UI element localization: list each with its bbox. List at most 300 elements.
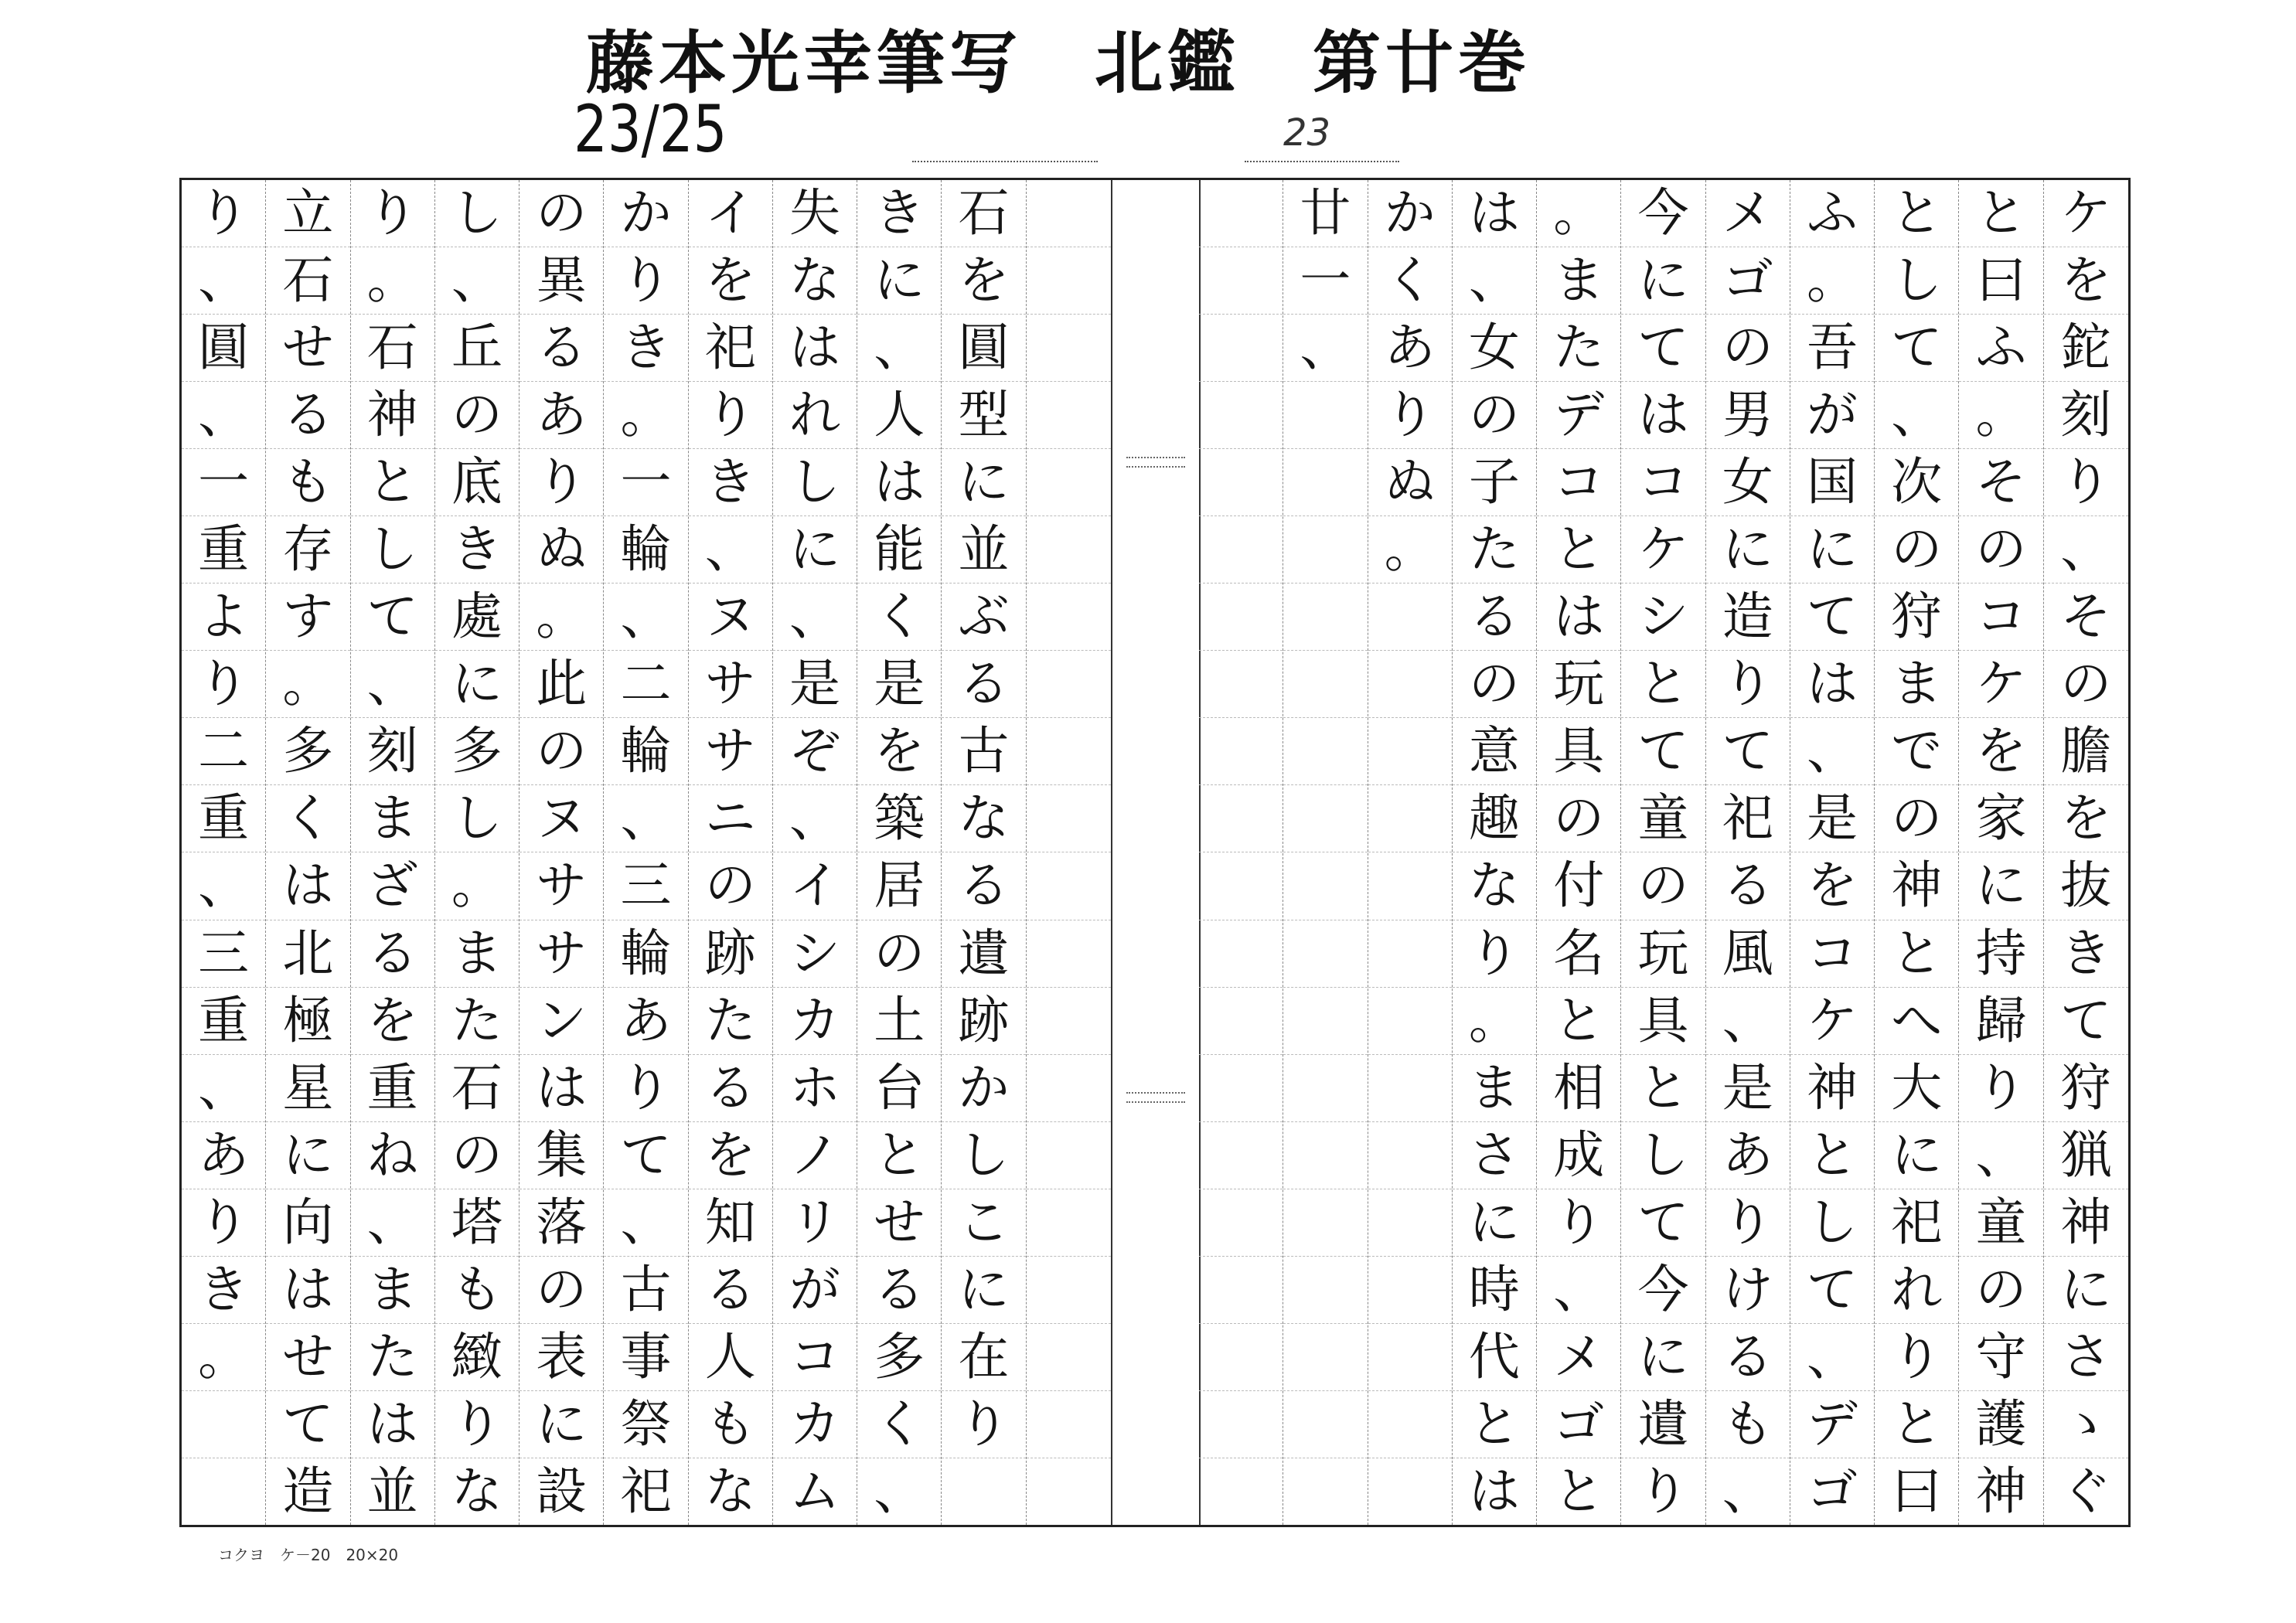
- manuscript-cell: 。: [1453, 988, 1536, 1055]
- manuscript-cell: 神: [1975, 1461, 2027, 1521]
- manuscript-cell: 。: [1368, 516, 1452, 584]
- manuscript-cell: あ: [1706, 1122, 1790, 1189]
- manuscript-cell: 意: [1453, 718, 1536, 785]
- manuscript-cell: 底: [435, 449, 519, 516]
- manuscript-cell: 極: [266, 988, 349, 1055]
- manuscript-cell: 風: [1706, 920, 1790, 988]
- manuscript-cell: [1368, 1122, 1452, 1189]
- manuscript-cell: ぬ: [1368, 449, 1452, 516]
- manuscript-cell: な: [1453, 852, 1536, 920]
- manuscript-cell: も: [689, 1391, 772, 1458]
- manuscript-cell: し: [1790, 1189, 1874, 1257]
- manuscript-cell: り: [1875, 1324, 1958, 1391]
- manuscript-cell: [1027, 920, 1111, 988]
- manuscript-cell: 狩: [2044, 1055, 2128, 1122]
- manuscript-cell: 。: [435, 852, 519, 920]
- manuscript-cell: メ: [1537, 1324, 1620, 1391]
- manuscript-cell: [1283, 988, 1367, 1055]
- manuscript-cell: 家: [1959, 785, 2042, 852]
- manuscript-column: [266, 180, 350, 1525]
- manuscript-cell: り: [2044, 449, 2128, 516]
- manuscript-cell: は: [266, 852, 349, 920]
- manuscript-cell: [1027, 1122, 1111, 1189]
- manuscript-cell: る: [942, 852, 1025, 920]
- manuscript-cell: [1368, 988, 1452, 1055]
- manuscript-cell: 猟: [2044, 1122, 2128, 1189]
- manuscript-cell: あ: [604, 988, 687, 1055]
- manuscript-cell: を: [689, 1122, 772, 1189]
- manuscript-cell: ヌ: [689, 584, 772, 651]
- manuscript-cell: 並: [366, 1461, 418, 1521]
- manuscript-cell: 石: [942, 180, 1025, 247]
- manuscript-cell: せ: [266, 1324, 349, 1391]
- manuscript-cell: り: [1959, 1055, 2042, 1122]
- manuscript-cell: 、: [689, 516, 772, 584]
- manuscript-cell: の: [857, 920, 941, 988]
- manuscript-cell: る: [942, 651, 1025, 718]
- manuscript-cell: で: [1875, 718, 1958, 785]
- manuscript-cell: て: [1621, 315, 1705, 382]
- manuscript-cell: て: [604, 1122, 687, 1189]
- manuscript-cell: し: [351, 516, 434, 584]
- manuscript-cell: 狩: [1875, 584, 1958, 651]
- manuscript-cell: ね: [351, 1122, 434, 1189]
- manuscript-cell: し: [773, 449, 857, 516]
- manuscript-cell: [1027, 449, 1111, 516]
- manuscript-cell: 曰: [1959, 247, 2042, 315]
- manuscript-cell: [1027, 315, 1111, 382]
- manuscript-cell: 、: [1790, 718, 1874, 785]
- manuscript-column: [1027, 180, 1111, 1525]
- manuscript-cell: 古: [604, 1257, 687, 1324]
- manuscript-cell: ぐ: [2060, 1461, 2112, 1521]
- manuscript-cell: あ: [182, 1122, 265, 1189]
- manuscript-cell: ま: [351, 1257, 434, 1324]
- manuscript-cell: [1199, 382, 1283, 449]
- manuscript-cell: に: [1621, 1324, 1705, 1391]
- manuscript-cell: の: [435, 382, 519, 449]
- manuscript-cell: た: [351, 1324, 434, 1391]
- manuscript-cell: 。: [351, 247, 434, 315]
- manuscript-cell: を: [689, 247, 772, 315]
- manuscript-cell: 祀: [620, 1461, 672, 1521]
- manuscript-cell: [1368, 852, 1452, 920]
- manuscript-cell: れ: [1875, 1257, 1958, 1324]
- manuscript-cell: 曰: [1891, 1461, 1943, 1521]
- manuscript-cell: 大: [1875, 1055, 1958, 1122]
- manuscript-cell: に: [1453, 1189, 1536, 1257]
- manuscript-cell: あ: [1368, 315, 1452, 382]
- manuscript-cell: き: [2044, 920, 2128, 988]
- manuscript-cell: な: [704, 1461, 756, 1521]
- manuscript-cell: 具: [1537, 718, 1620, 785]
- manuscript-cell: [1027, 1189, 1111, 1257]
- manuscript-cell: 廿: [1283, 180, 1367, 247]
- manuscript-cell: に: [266, 1122, 349, 1189]
- manuscript-cell: 成: [1537, 1122, 1620, 1189]
- manuscript-cell: ン: [519, 988, 603, 1055]
- gutter-mark-bottom: [1126, 1092, 1185, 1103]
- manuscript-cell: [1283, 1458, 1367, 1525]
- manuscript-cell: 二: [604, 651, 687, 718]
- manuscript-cell: の: [1453, 382, 1536, 449]
- manuscript-cell: が: [1790, 382, 1874, 449]
- manuscript-cell: 吾: [1790, 315, 1874, 382]
- manuscript-cell: [1199, 1391, 1283, 1458]
- manuscript-cell: は: [1453, 180, 1536, 247]
- manuscript-cell: 、: [604, 584, 687, 651]
- manuscript-cell: へ: [1875, 988, 1958, 1055]
- manuscript-cell: 童: [1959, 1189, 2042, 1257]
- manuscript-cell: 次: [1875, 449, 1958, 516]
- manuscript-cell: り: [182, 180, 265, 247]
- manuscript-cell: て: [351, 584, 434, 651]
- manuscript-cell: り: [435, 1391, 519, 1458]
- manuscript-cell: す: [266, 584, 349, 651]
- manuscript-cell: 知: [689, 1189, 772, 1257]
- manuscript-cell: 代: [1453, 1324, 1536, 1391]
- manuscript-cell: と: [1875, 1391, 1958, 1458]
- manuscript-cell: [1368, 920, 1452, 988]
- manuscript-cell: を: [857, 718, 941, 785]
- manuscript-cell: 居: [857, 852, 941, 920]
- manuscript-cell: あ: [519, 382, 603, 449]
- manuscript-cell: も: [1706, 1391, 1790, 1458]
- manuscript-cell: し: [942, 1122, 1025, 1189]
- manuscript-cell: を: [1959, 718, 2042, 785]
- manuscript-cell: 多: [266, 718, 349, 785]
- manuscript-cell: 、: [182, 1055, 265, 1122]
- manuscript-cell: [1199, 247, 1283, 315]
- manuscript-cell: [1027, 180, 1111, 247]
- manuscript-cell: ケ: [2044, 180, 2128, 247]
- manuscript-cell: て: [1706, 718, 1790, 785]
- manuscript-cell: の: [1453, 651, 1536, 718]
- manuscript-cell: [1199, 1257, 1283, 1324]
- manuscript-cell: は: [773, 315, 857, 382]
- manuscript-cell: よ: [182, 584, 265, 651]
- manuscript-cell: 、: [2044, 516, 2128, 584]
- manuscript-cell: [1199, 920, 1283, 988]
- manuscript-cell: 神: [2044, 1189, 2128, 1257]
- manuscript-cell: に: [1875, 1122, 1958, 1189]
- manuscript-cell: [1283, 920, 1367, 988]
- manuscript-cell: 今: [1621, 1257, 1705, 1324]
- manuscript-cell: 是: [1790, 785, 1874, 852]
- manuscript-cell: 存: [266, 516, 349, 584]
- manuscript-cell: [1199, 651, 1283, 718]
- manuscript-cell: る: [266, 382, 349, 449]
- manuscript-cell: か: [604, 180, 687, 247]
- manuscript-cell: そ: [1959, 449, 2042, 516]
- manuscript-cell: ざ: [351, 852, 434, 920]
- manuscript-column: [1875, 180, 1959, 1525]
- manuscript-cell: と: [1875, 920, 1958, 988]
- manuscript-cell: 輪: [604, 920, 687, 988]
- manuscript-cell: と: [1875, 180, 1958, 247]
- manuscript-cell: と: [1553, 1461, 1605, 1521]
- manuscript-cell: 祀: [1875, 1189, 1958, 1257]
- manuscript-cell: て: [1621, 1189, 1705, 1257]
- manuscript-cell: 。: [1959, 382, 2042, 449]
- manuscript-cell: 、: [1722, 1461, 1773, 1521]
- manuscript-cell: 緻: [435, 1324, 519, 1391]
- manuscript-column: [857, 180, 942, 1525]
- manuscript-cell: 持: [1959, 920, 2042, 988]
- manuscript-cell: 北: [266, 920, 349, 988]
- manuscript-column: [1537, 180, 1621, 1525]
- manuscript-cell: [1199, 1055, 1283, 1122]
- manuscript-cell: [1283, 1324, 1367, 1391]
- manuscript-column: [1621, 180, 1705, 1525]
- manuscript-sheet: [179, 178, 2131, 1527]
- manuscript-cell: [1283, 1391, 1367, 1458]
- manuscript-cell: ケ: [1959, 651, 2042, 718]
- manuscript-cell: 女: [1706, 449, 1790, 516]
- manuscript-cell: し: [435, 785, 519, 852]
- manuscript-cell: 跡: [942, 988, 1025, 1055]
- manuscript-cell: 玩: [1621, 920, 1705, 988]
- manuscript-cell: り: [1637, 1461, 1689, 1521]
- manuscript-cell: を: [2044, 247, 2128, 315]
- manuscript-cell: [1199, 315, 1283, 382]
- manuscript-cell: せ: [857, 1189, 941, 1257]
- manuscript-cell: り: [1706, 651, 1790, 718]
- manuscript-cell: サ: [519, 852, 603, 920]
- manuscript-cell: ヌ: [519, 785, 603, 852]
- manuscript-cell: [1027, 1055, 1111, 1122]
- manuscript-cell: 、: [351, 651, 434, 718]
- manuscript-cell: る: [351, 920, 434, 988]
- manuscript-cell: て: [1790, 1257, 1874, 1324]
- manuscript-cell: 、: [1959, 1122, 2042, 1189]
- manuscript-cell: [1368, 1391, 1452, 1458]
- manuscript-cell: て: [2044, 988, 2128, 1055]
- manuscript-cell: 女: [1453, 315, 1536, 382]
- manuscript-cell: 失: [773, 180, 857, 247]
- manuscript-column: [1368, 180, 1453, 1525]
- manuscript-cell: た: [689, 988, 772, 1055]
- manuscript-cell: く: [1368, 247, 1452, 315]
- manuscript-cell: 圓: [182, 315, 265, 382]
- manuscript-cell: 相: [1537, 1055, 1620, 1122]
- manuscript-cell: 膽: [2044, 718, 2128, 785]
- manuscript-cell: 守: [1959, 1324, 2042, 1391]
- manuscript-cell: [1199, 988, 1283, 1055]
- manuscript-cell: 抜: [2044, 852, 2128, 920]
- manuscript-cell: 、: [874, 1461, 925, 1521]
- manuscript-cell: に: [857, 247, 941, 315]
- manuscript-cell: は: [519, 1055, 603, 1122]
- manuscript-cell: 遺: [942, 920, 1025, 988]
- manuscript-cell: と: [1621, 1055, 1705, 1122]
- manuscript-cell: [1283, 1055, 1367, 1122]
- manuscript-cell: メ: [1706, 180, 1790, 247]
- manuscript-cell: 護: [1959, 1391, 2042, 1458]
- manuscript-cell: は: [857, 449, 941, 516]
- manuscript-cell: [182, 1391, 265, 1458]
- manuscript-cell: を: [1790, 852, 1874, 920]
- manuscript-cell: る: [1706, 852, 1790, 920]
- manuscript-cell: シ: [1621, 584, 1705, 651]
- manuscript-cell: き: [689, 449, 772, 516]
- manuscript-cell: 輪: [604, 516, 687, 584]
- manuscript-cell: ケ: [1621, 516, 1705, 584]
- manuscript-cell: 型: [942, 382, 1025, 449]
- manuscript-cell: そ: [2044, 584, 2128, 651]
- manuscript-column: [1283, 180, 1368, 1525]
- manuscript-cell: [1368, 1458, 1452, 1525]
- manuscript-cell: な: [451, 1461, 502, 1521]
- manuscript-cell: 時: [1453, 1257, 1536, 1324]
- manuscript-cell: カ: [773, 1391, 857, 1458]
- manuscript-cell: 多: [435, 718, 519, 785]
- manuscript-column: [773, 180, 857, 1525]
- manuscript-cell: 集: [519, 1122, 603, 1189]
- manuscript-cell: る: [1706, 1324, 1790, 1391]
- manuscript-cell: の: [435, 1122, 519, 1189]
- manuscript-cell: 名: [1537, 920, 1620, 988]
- manuscript-cell: [1199, 718, 1283, 785]
- manuscript-cell: 男: [1706, 382, 1790, 449]
- manuscript-cell: 、: [182, 382, 265, 449]
- manuscript-cell: ゴ: [1537, 1391, 1620, 1458]
- manuscript-cell: 、: [1875, 382, 1958, 449]
- manuscript-cell: [1283, 651, 1367, 718]
- manuscript-cell: 童: [1621, 785, 1705, 852]
- manuscript-cell: か: [1368, 180, 1452, 247]
- manuscript-cell: [1368, 785, 1452, 852]
- manuscript-cell: を: [942, 247, 1025, 315]
- manuscript-cell: 並: [942, 516, 1025, 584]
- manuscript-cell: イ: [689, 180, 772, 247]
- manuscript-cell: る: [519, 315, 603, 382]
- manuscript-cell: [182, 1458, 265, 1525]
- manuscript-cell: 重: [182, 988, 265, 1055]
- manuscript-cell: 祭: [604, 1391, 687, 1458]
- manuscript-cell: 異: [519, 247, 603, 315]
- manuscript-cell: の: [1875, 516, 1958, 584]
- manuscript-cell: の: [1959, 1257, 2042, 1324]
- manuscript-cell: も: [266, 449, 349, 516]
- manuscript-cell: 台: [857, 1055, 941, 1122]
- manuscript-cell: り: [1706, 1189, 1790, 1257]
- manuscript-cell: し: [435, 180, 519, 247]
- manuscript-cell: [1027, 1257, 1111, 1324]
- page-count: 23/25: [574, 91, 727, 167]
- manuscript-cell: の: [519, 1257, 603, 1324]
- manuscript-cell: サ: [689, 651, 772, 718]
- manuscript-cell: こ: [942, 1189, 1025, 1257]
- manuscript-cell: ゴ: [1706, 247, 1790, 315]
- manuscript-cell: し: [1621, 1122, 1705, 1189]
- manuscript-cell: [1283, 449, 1367, 516]
- manuscript-cell: ホ: [773, 1055, 857, 1122]
- manuscript-cell: [1199, 516, 1283, 584]
- manuscript-cell: デ: [1537, 382, 1620, 449]
- manuscript-cell: 落: [519, 1189, 603, 1257]
- manuscript-cell: [1283, 852, 1367, 920]
- manuscript-cell: り: [1368, 382, 1452, 449]
- manuscript-cell: り: [519, 449, 603, 516]
- manuscript-cell: り: [942, 1391, 1025, 1458]
- manuscript-right-half: [1199, 180, 2128, 1525]
- manuscript-cell: の: [519, 180, 603, 247]
- manuscript-cell: せ: [266, 315, 349, 382]
- manuscript-cell: [1283, 1189, 1367, 1257]
- manuscript-cell: 石: [266, 247, 349, 315]
- manuscript-cell: 、: [1790, 1324, 1874, 1391]
- manuscript-cell: は: [351, 1391, 434, 1458]
- manuscript-cell: 、: [435, 247, 519, 315]
- manuscript-cell: け: [1706, 1257, 1790, 1324]
- manuscript-cell: の: [1621, 852, 1705, 920]
- manuscript-cell: 遺: [1621, 1391, 1705, 1458]
- manuscript-cell: は: [1621, 382, 1705, 449]
- manuscript-cell: る: [1453, 584, 1536, 651]
- manuscript-cell: 多: [857, 1324, 941, 1391]
- page-number-area: [912, 111, 1407, 170]
- manuscript-cell: 二: [182, 718, 265, 785]
- manuscript-cell: の: [689, 852, 772, 920]
- manuscript-column: [1706, 180, 1790, 1525]
- manuscript-cell: 古: [942, 718, 1025, 785]
- manuscript-cell: り: [182, 1189, 265, 1257]
- manuscript-cell: く: [857, 584, 941, 651]
- manuscript-cell: 、: [604, 785, 687, 852]
- manuscript-cell: り: [689, 382, 772, 449]
- paper-brand-note: コクヨ ケ－20 20×20: [218, 1546, 399, 1564]
- manuscript-cell: と: [1959, 180, 2042, 247]
- manuscript-cell: り: [604, 1055, 687, 1122]
- manuscript-cell: [1199, 1122, 1283, 1189]
- manuscript-cell: ぬ: [519, 516, 603, 584]
- manuscript-cell: 、: [1453, 247, 1536, 315]
- manuscript-cell: り: [604, 247, 687, 315]
- manuscript-cell: [1199, 180, 1283, 247]
- manuscript-column: [2044, 180, 2128, 1525]
- manuscript-cell: 、: [1537, 1257, 1620, 1324]
- manuscript-cell: 今: [1621, 180, 1705, 247]
- manuscript-cell: 。: [519, 584, 603, 651]
- manuscript-cell: れ: [773, 382, 857, 449]
- manuscript-cell: に: [942, 1257, 1025, 1324]
- manuscript-cell: を: [2044, 785, 2128, 852]
- manuscript-cell: 刻: [2044, 382, 2128, 449]
- manuscript-column: [689, 180, 773, 1525]
- manuscript-cell: [1027, 651, 1111, 718]
- manuscript-cell: 重: [351, 1055, 434, 1122]
- manuscript-cell: 事: [604, 1324, 687, 1391]
- manuscript-cell: 星: [266, 1055, 349, 1122]
- manuscript-cell: を: [351, 988, 434, 1055]
- manuscript-cell: 此: [519, 651, 603, 718]
- manuscript-cell: [1027, 1324, 1111, 1391]
- manuscript-cell: カ: [773, 988, 857, 1055]
- manuscript-cell: 向: [266, 1189, 349, 1257]
- manuscript-cell: か: [942, 1055, 1025, 1122]
- manuscript-cell: ゴ: [1806, 1461, 1858, 1521]
- manuscript-cell: [1368, 1324, 1452, 1391]
- manuscript-cell: コ: [1959, 584, 2042, 651]
- manuscript-cell: と: [1621, 651, 1705, 718]
- manuscript-cell: は: [1790, 651, 1874, 718]
- manuscript-cell: る: [689, 1257, 772, 1324]
- manuscript-cell: デ: [1790, 1391, 1874, 1458]
- manuscript-cell: [1027, 785, 1111, 852]
- manuscript-cell: ふ: [1959, 315, 2042, 382]
- manuscript-cell: な: [773, 247, 857, 315]
